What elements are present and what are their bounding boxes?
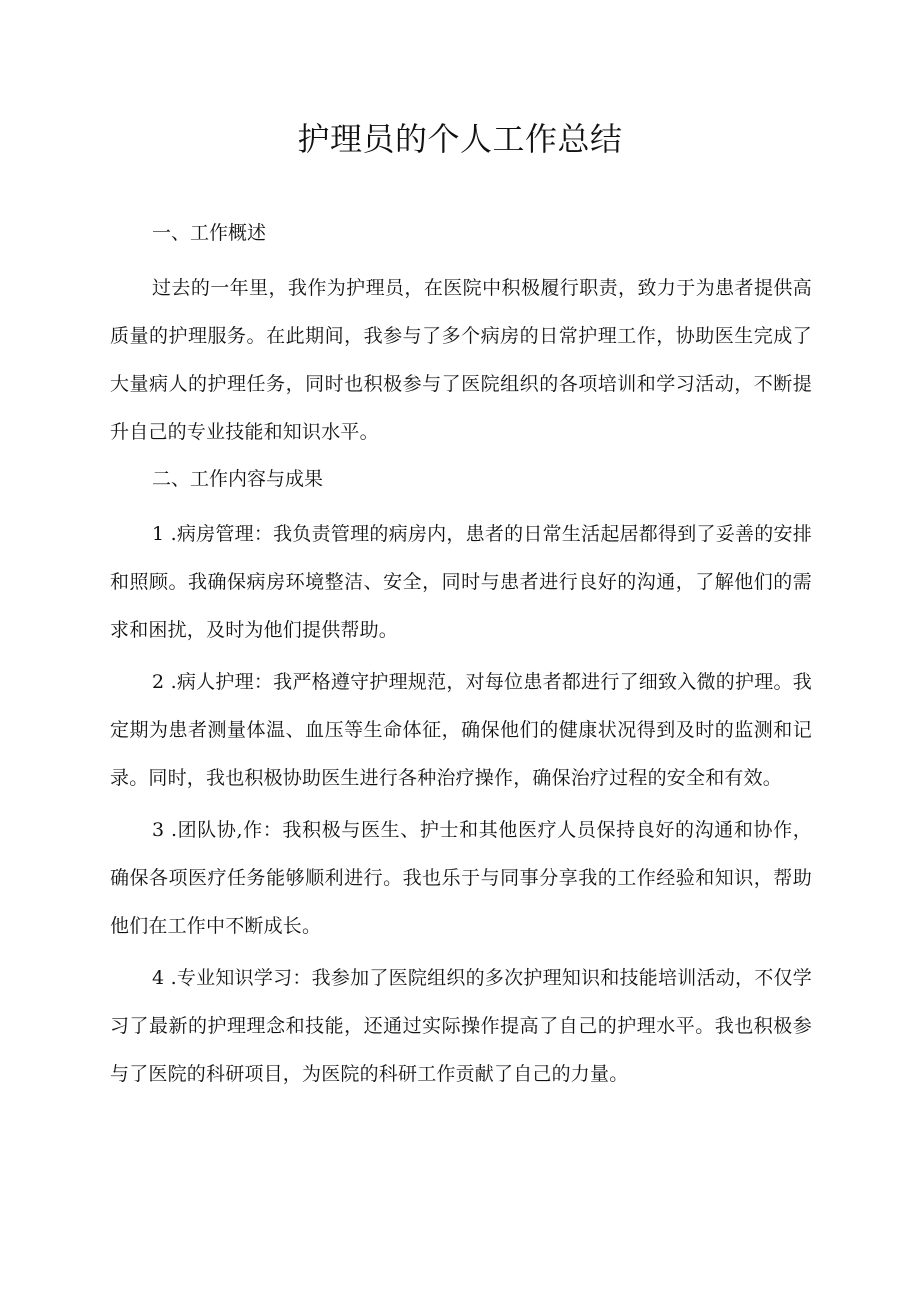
document-body <box>110 216 812 1098</box>
paragraph-patient-care: 2 .病人护理：我严格遵守护理规范，对每位患者都进行了细致入微的护理。我定期为患者测量体温、血压等生命体征，确保他们的健康状况得到及时的监测和记录。同时，我也积极协助医生进行各种治疗操作，确保治疗过程的安全和有效。 <box>110 671 812 789</box>
section-heading-overview: 一、工作概述 <box>152 222 267 244</box>
paragraph-overview: 过去的一年里，我作为护理员，在医院中积极履行职责，致力于为患者提供高质量的护理服务。在此期间，我参与了多个病房的日常护理工作，协助医生完成了大量病人的护理任务，同时也积极参与了医院组织的各项培训和学习活动，不断提升自己的专业技能和知识水平。 <box>110 277 812 443</box>
section-heading-work-content: 二、工作内容与成果 <box>152 468 324 490</box>
page-title: 护理员的个人工作总结 <box>297 120 623 158</box>
paragraph-professional-learning: 4 .专业知识学习：我参加了医院组织的多次护理知识和技能培训活动，不仅学习了最新的护理理念和技能，还通过实际操作提高了自己的护理水平。我也积极参与了医院的科研项目，为医院的科研工作贡献了自己的力量。 <box>110 967 812 1085</box>
paragraph-ward-management: 1 .病房管理：我负责管理的病房内，患者的日常生活起居都得到了妥善的安排和照顾。我确保病房环境整洁、安全，同时与患者进行良好的沟通，了解他们的需求和困扰，及时为他们提供帮助。 <box>110 523 812 641</box>
paragraph-teamwork: 3 .团队协,作：我积极与医生、护士和其他医疗人员保持良好的沟通和协作，确保各项医疗任务能够顺利进行。我也乐于与同事分享我的工作经验和知识，帮助他们在工作中不断成长。 <box>110 819 812 937</box>
